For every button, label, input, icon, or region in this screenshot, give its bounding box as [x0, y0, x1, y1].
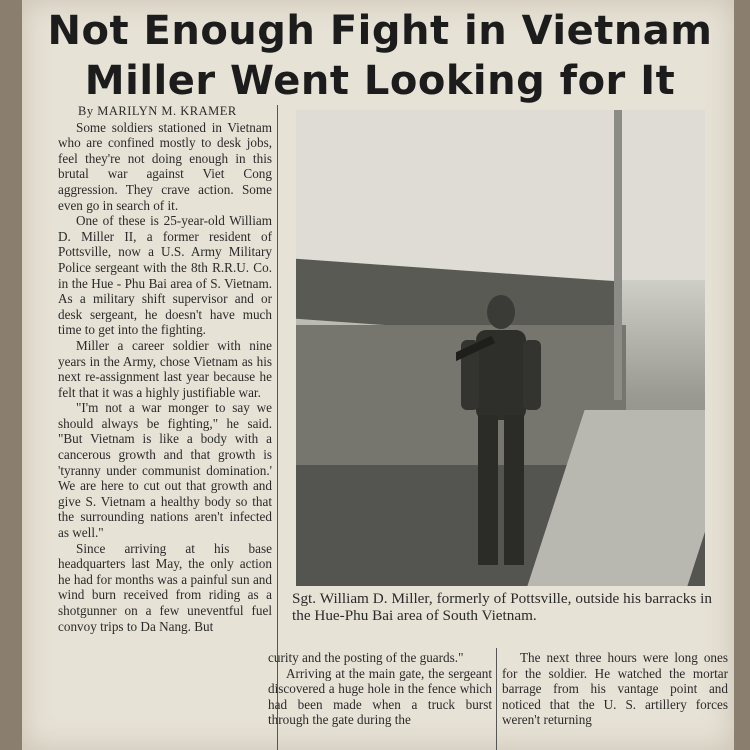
paragraph: The next three hours were long ones for the soldier. He watched the mortar barrage from his vantage point and noticed that the U. S. artillery forces weren't returning	[502, 650, 728, 728]
soldier-photo	[296, 110, 705, 586]
byline: By MARILYN M. KRAMER	[78, 104, 237, 118]
paragraph: Arriving at the main gate, the sergeant discovered a huge hole in the fence which had been made when a truck burst through the gate during the	[268, 665, 492, 728]
paragraph: One of these is 25-year-old William D. Miller II, a former resident of Pottsville, now a U.S. Army Military Police sergeant with the 8th R.R.U. Co. in the Hue - Phu Bai area of S. Vietnam. As a military shift supervisor and or desk sergeant, he doesn't have much time to get into the fighting.	[58, 213, 272, 338]
paragraph: "I'm not a war monger to say we should always be fighting," he said. "But Vietnam is like a body with a cancerous growth and that growth is 'tyranny under communist domination.' We are here to cut out that growth and give S. Vietnam a healthy body so that the surrounding nations aren't infected as well."	[58, 400, 272, 541]
article-column-1	[58, 104, 272, 750]
headline-line-1: Not Enough Fight in Vietnam	[47, 8, 713, 54]
soldier-figure	[456, 290, 546, 580]
paragraph: curity and the posting of the guards."	[268, 650, 464, 665]
paragraph: Miller a career soldier with nine years in the Army, chose Vietnam as his next re-assignment last year because he felt that it was a highly justifiable war.	[58, 337, 272, 400]
photo-sky	[296, 110, 705, 280]
article-column-3	[502, 650, 728, 750]
paragraph: Some soldiers stationed in Vietnam who are confined mostly to desk jobs, feel they're not doing enough in this brutal war against Viet Cong aggression. They crave action. Some even go in search of it.	[58, 119, 272, 213]
photo-pole	[614, 110, 622, 400]
paragraph: Since arriving at his base headquarters last May, the only action he had for months was a painful sun and wind burn received from riding as a shotgunner on a few uneventful fuel convoy trips to Da Nang. But	[58, 540, 272, 634]
column-divider	[496, 648, 497, 750]
article-column-2	[268, 650, 492, 750]
photo-caption: Sgt. William D. Miller, formerly of Pottsville, outside his barracks in the Hue-Phu Bai area of South Vietnam.	[292, 590, 712, 624]
headline-line-2: Miller Went Looking for It	[84, 58, 676, 104]
